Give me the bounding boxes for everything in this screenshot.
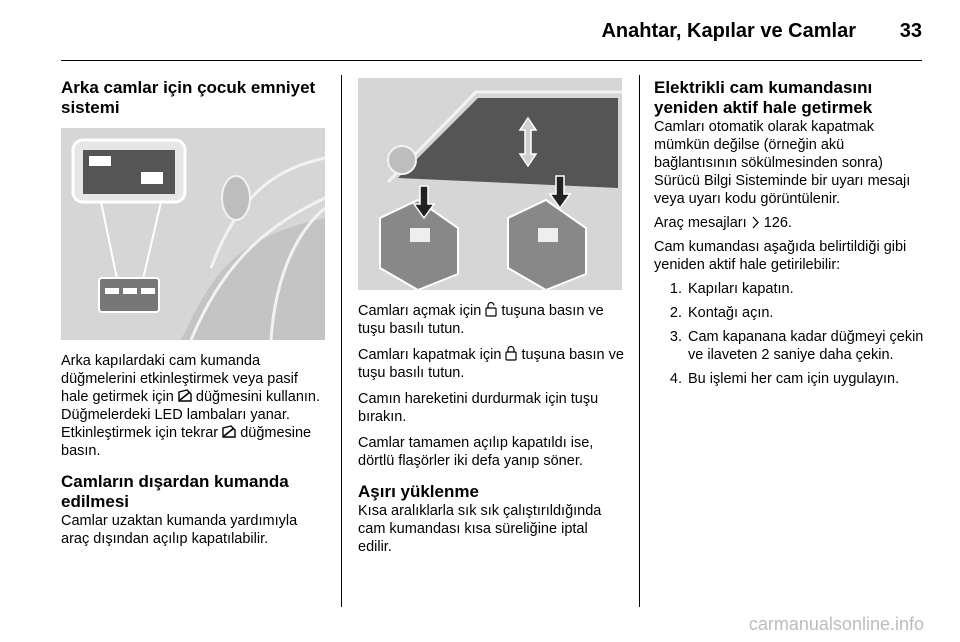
remote-control-paragraph: Camlar uzaktan kumanda yardımıyla araç dışından açılıp kapatılabilir. [61, 513, 298, 547]
column-divider-2 [639, 75, 640, 607]
list-item: 3. Cam kapanana kadar düğmeyi çekin ve ilaveten 2 saniye daha çekin. [669, 329, 924, 363]
child-lock-paragraph: Arka kapılardaki cam kumanda düğmelerini etkinleştirmek veya pasif hale getirmek için düğmesini kullanın. Düğmelerdeki LED lambaları yanar. Etkinleştirmek için tekrar düğmesine basın. [61, 353, 321, 459]
list-item: 4. Bu işlemi her cam için uygulayın. [669, 371, 900, 387]
column-3 [654, 78, 924, 388]
header-title: Anahtar, Kapılar ve Camlar [601, 20, 856, 42]
door-panel-drawing [61, 128, 325, 340]
child-lock-window-icon [178, 389, 192, 403]
section-heading-overload: Aşırı yüklenme [358, 482, 479, 501]
reactivate-intro-paragraph: Camları otomatik olarak kapatmak mümkün değilse (örneğin akü bağlantısının sökülmesinden sonra) Sürücü Bilgi Sisteminde bir uyarı mesajı veya uyarı kodu görüntülenir. [654, 119, 911, 207]
column-divider-1 [341, 75, 342, 607]
page-number: 33 [899, 20, 922, 42]
door-panel-illustration [61, 128, 325, 340]
column-2 [358, 78, 624, 556]
vehicle-messages-reference: Araç mesajları 126. [654, 215, 792, 231]
open-windows-paragraph: Camları açmak için tuşuna basın ve tuşu basılı tutun. [358, 303, 604, 337]
child-lock-window-icon [222, 425, 236, 439]
list-item: 2. Kontağı açın. [669, 305, 774, 321]
hazard-flash-paragraph: Camlar tamamen açılıp kapatıldı ise, dörtlü flaşörler iki defa yanıp söner. [358, 435, 594, 469]
key-lock-icon [505, 346, 517, 361]
close-windows-paragraph: Camları kapatmak için tuşuna basın ve tuşu basılı tutun. [358, 347, 624, 381]
list-item: 1. Kapıları kapatın. [669, 281, 794, 297]
header-divider [61, 60, 922, 61]
overload-paragraph: Kısa aralıklarla sık sık çalıştırıldığında cam kumandası kısa süreliğine iptal edilir. [358, 503, 602, 555]
column-1 [61, 78, 327, 548]
stop-window-paragraph: Camın hareketini durdurmak için tuşu bırakın. [358, 391, 599, 425]
page-ref-arrow-icon [751, 216, 760, 229]
reactivate-steps-intro: Cam kumandası aşağıda belirtildiği gibi yeniden aktif hale getirilebilir: [654, 239, 907, 273]
page-header [0, 0, 960, 62]
remote-key-illustration [358, 78, 622, 290]
section-heading-remote-control: Camların dışardan kumanda edilmesi [61, 472, 289, 511]
key-unlock-icon [485, 302, 497, 317]
reactivate-steps-list [654, 280, 924, 388]
section-heading-child-lock: Arka camlar için çocuk emniyet sistemi [61, 78, 316, 117]
section-heading-reactivate: Elektrikli cam kumandasını yeniden aktif hale getirmek [654, 78, 873, 117]
watermark: carmanualsonline.info [748, 614, 924, 634]
window-and-keys-drawing [358, 78, 622, 290]
